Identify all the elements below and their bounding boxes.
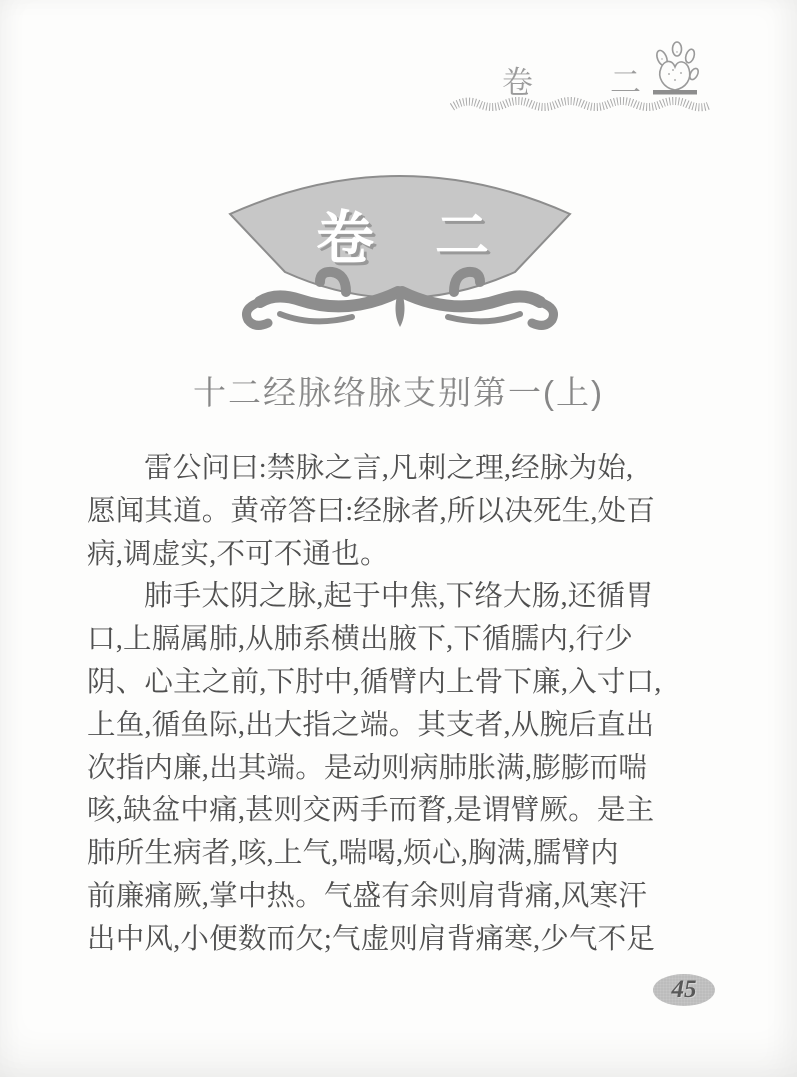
banner-volume-char-2: 二 [435, 206, 489, 266]
text-line: 愿闻其道。黄帝答曰:经脉者,所以决死生,处百 [87, 495, 656, 527]
text-line: 阴、心主之前,下肘中,循臂内上骨下廉,入寸口, [87, 666, 662, 698]
page-number-badge [653, 974, 715, 1006]
text-line: 出中风,小便数而欠;气虚则肩背痛寒,少气不足 [87, 923, 656, 955]
text-line: 雷公问曰:禁脉之言,凡刺之理,经脉为始, [144, 453, 634, 484]
text-line: 口,上膈属肺,从肺系横出腋下,下循臑内,行少 [87, 624, 633, 656]
fan-shape [230, 176, 570, 298]
text-line: 病,调虚实,不可不通也。 [87, 538, 389, 570]
body-text [87, 448, 721, 962]
text-line: 肺所生病者,咳,上气,喘喝,烦心,胸满,臑臂内 [87, 838, 619, 870]
banner-volume-char-1: 卷 [315, 206, 375, 271]
text-line: 前廉痛厥,掌中热。气盛有余则肩背痛,风寒汗 [87, 880, 647, 912]
cactus-icon [649, 40, 701, 96]
page-number: 45 [671, 976, 697, 1003]
running-head-volume-char-2: 二 [610, 65, 641, 100]
running-head-volume-char-1: 卷 [502, 65, 533, 100]
volume-fan-banner [218, 164, 582, 334]
text-line: 次指内廉,出其端。是动则病肺胀满,膨膨而喘 [87, 752, 647, 784]
text-line: 咳,缺盆中痛,甚则交两手而瞀,是谓臂厥。是主 [87, 795, 655, 827]
text-line: 上鱼,循鱼际,出大指之端。其支者,从腕后直出 [87, 709, 655, 741]
paragraph-1 [87, 448, 721, 576]
section-title: 十二经脉络脉支别第一(上) [193, 374, 604, 411]
paragraph-2 [87, 576, 721, 961]
text-line: 肺手太阴之脉,起于中焦,下络大肠,还循胃 [144, 581, 654, 613]
wavy-divider-icon [450, 94, 712, 116]
